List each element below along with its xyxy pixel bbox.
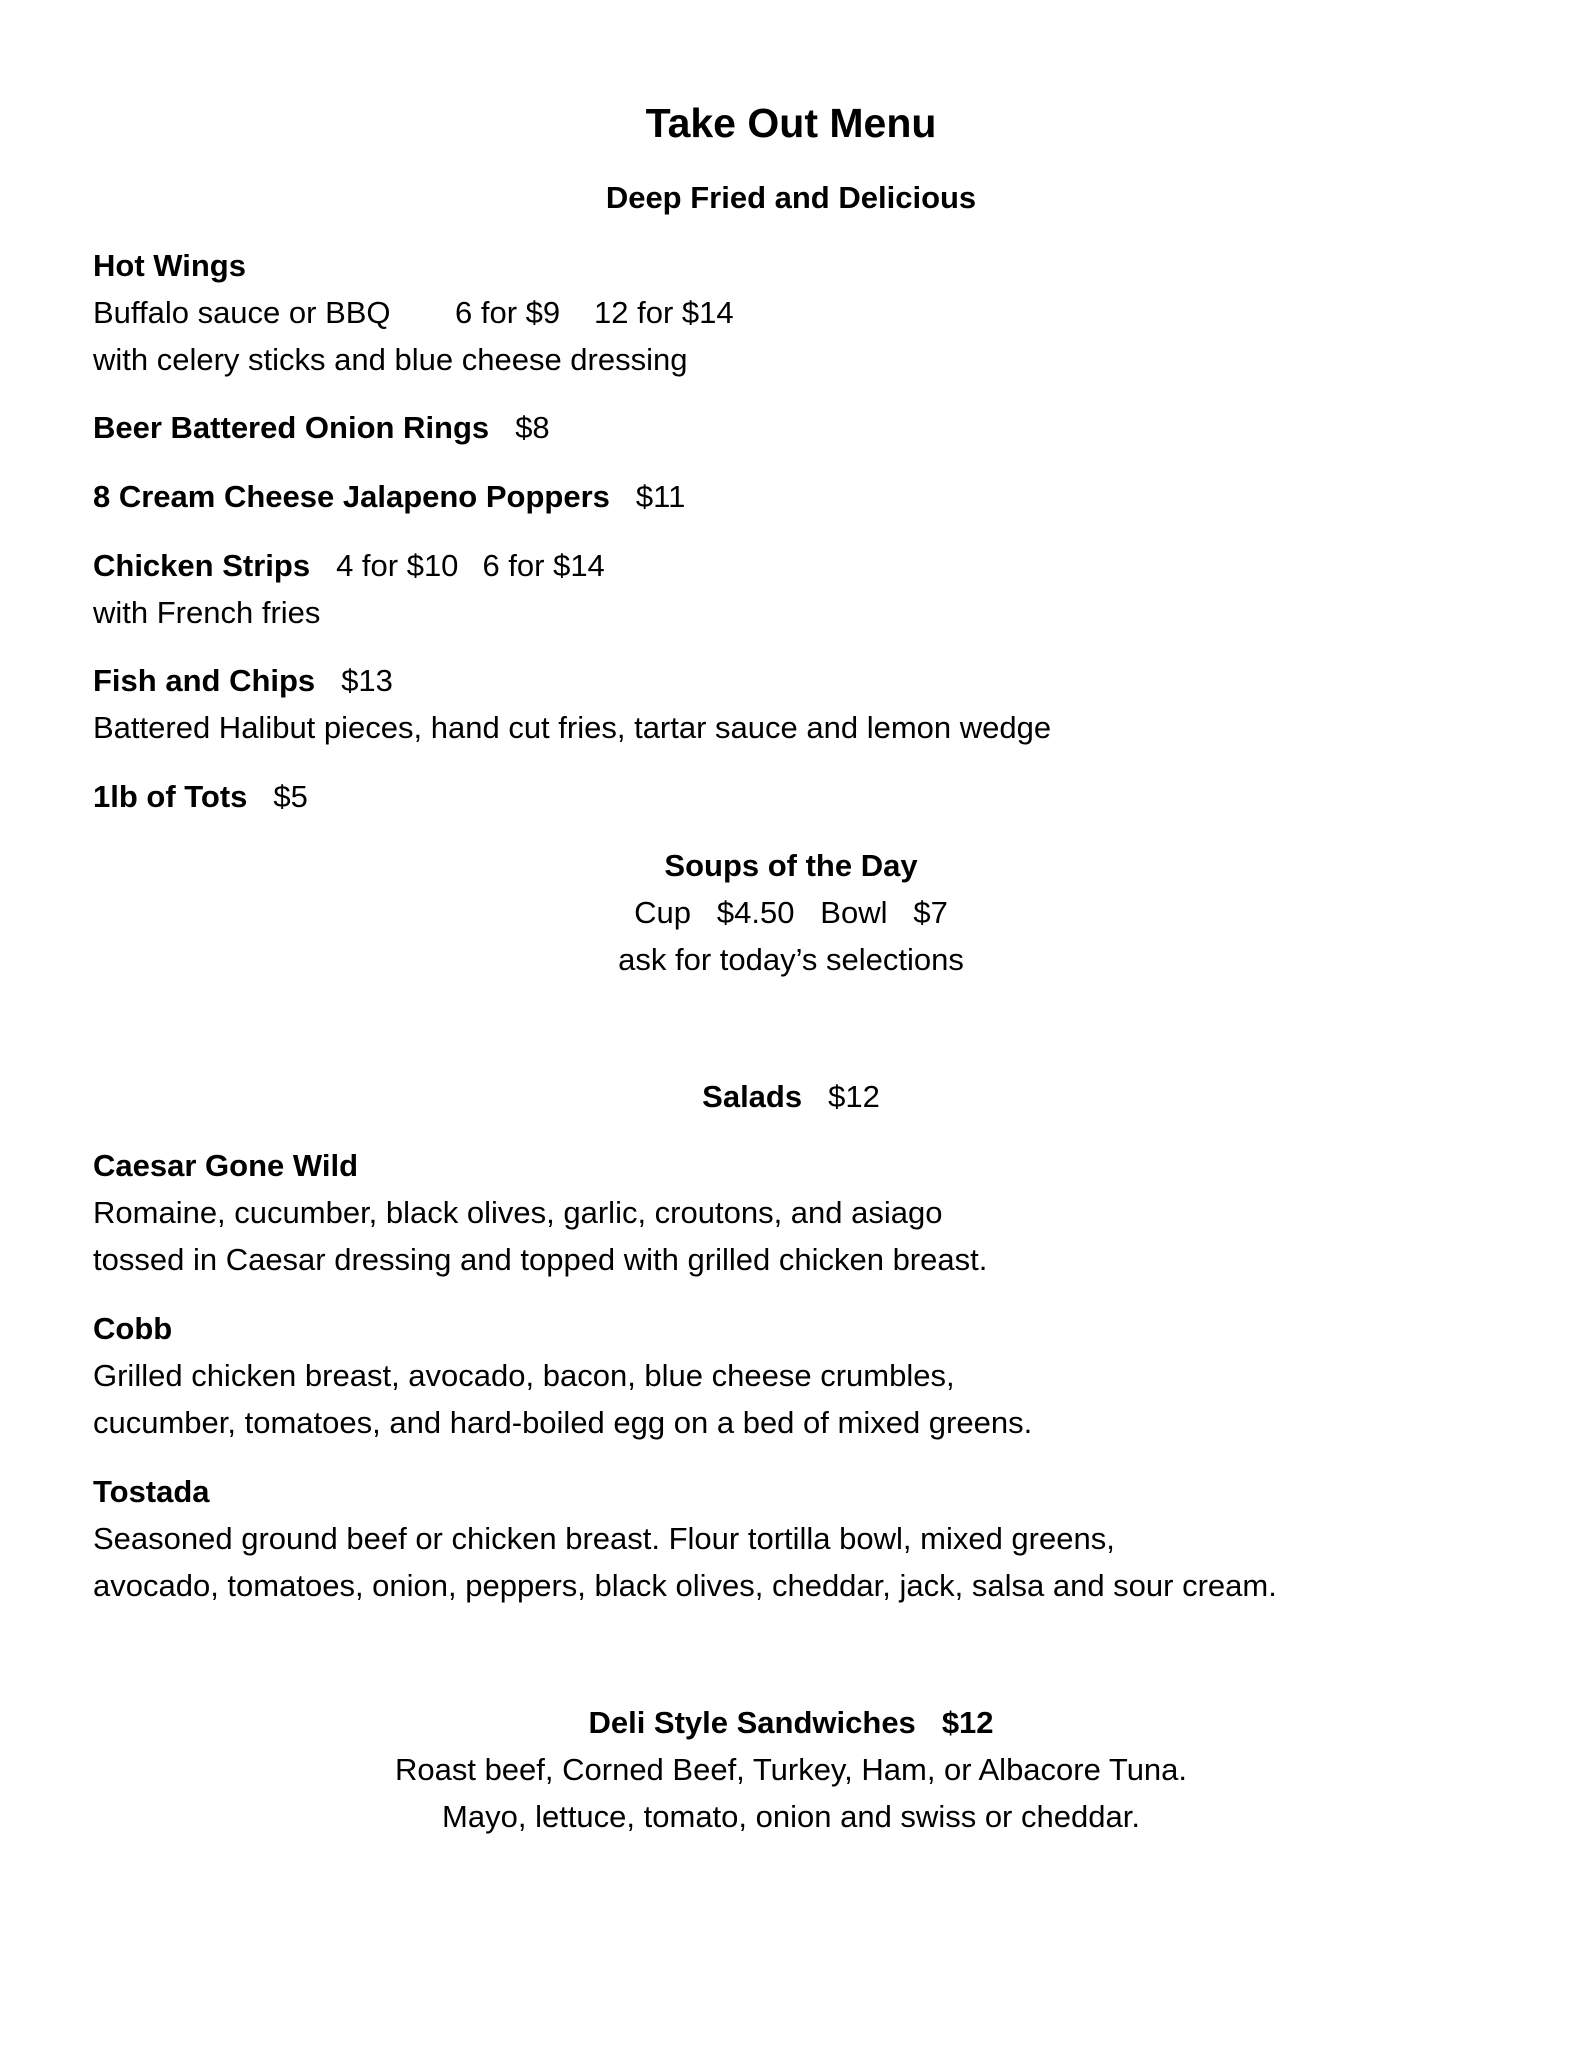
sandwiches-heading: Deli Style Sandwiches: [588, 1705, 916, 1740]
item-desc-tostada-1: Seasoned ground beef or chicken breast. Flour tortilla bowl, mixed greens,: [93, 1521, 1115, 1556]
soups-prices: Cup $4.50 Bowl $7: [634, 895, 948, 930]
sandwiches-desc-2: Mayo, lettuce, tomato, onion and swiss or cheddar.: [442, 1799, 1140, 1834]
item-tots: [93, 777, 308, 817]
item-note-hot-wings: with celery sticks and blue cheese dressing: [93, 342, 688, 377]
item-desc-cobb-2: cucumber, tomatoes, and hard-boiled egg on a bed of mixed greens.: [93, 1405, 1033, 1440]
item-name-poppers: 8 Cream Cheese Jalapeno Poppers: [93, 479, 610, 514]
item-name-cobb: Cobb: [93, 1311, 173, 1346]
item-desc-cobb-1: Grilled chicken breast, avocado, bacon, blue cheese crumbles,: [93, 1358, 955, 1393]
section-heading-deep-fried: Deep Fried and Delicious: [605, 180, 977, 215]
item-options-hot-wings: Buffalo sauce or BBQ: [93, 295, 391, 330]
item-name-fish-chips: Fish and Chips: [93, 663, 316, 698]
item-price-tots: $5: [273, 779, 308, 814]
item-onion-rings: [93, 408, 550, 448]
item-price-onion-rings: $8: [515, 410, 550, 445]
section-heading-soups: Soups of the Day: [664, 848, 918, 883]
item-fish-chips: [93, 661, 393, 701]
item-name-tostada: Tostada: [93, 1474, 210, 1509]
item-name-tots: 1lb of Tots: [93, 779, 248, 814]
salads-heading: Salads: [702, 1079, 803, 1114]
sandwiches-desc-1: Roast beef, Corned Beef, Turkey, Ham, or Albacore Tuna.: [394, 1752, 1188, 1787]
item-name-hot-wings: Hot Wings: [93, 248, 246, 283]
item-price-chicken-strips-4: 4 for $10: [336, 548, 459, 583]
item-price-chicken-strips-6: 6 for $14: [482, 548, 605, 583]
soups-note: ask for today’s selections: [618, 942, 964, 977]
item-note-fish-chips: Battered Halibut pieces, hand cut fries, tartar sauce and lemon wedge: [93, 710, 1052, 745]
item-price-hot-wings-12: 12 for $14: [594, 295, 734, 330]
item-price-hot-wings-6: 6 for $9: [455, 295, 561, 330]
item-price-fish-chips: $13: [341, 663, 393, 698]
section-heading-sandwiches: [0, 1703, 1582, 1743]
item-chicken-strips: [93, 546, 605, 586]
item-name-chicken-strips: Chicken Strips: [93, 548, 311, 583]
item-price-poppers: $11: [635, 479, 686, 514]
section-heading-salads: [0, 1077, 1582, 1117]
page-title: Take Out Menu: [645, 100, 937, 146]
salads-price: $12: [828, 1079, 880, 1114]
item-desc-tostada-2: avocado, tomatoes, onion, peppers, black olives, cheddar, jack, salsa and sour cream.: [93, 1568, 1277, 1603]
item-note-chicken-strips: with French fries: [93, 595, 321, 630]
item-name-caesar: Caesar Gone Wild: [93, 1148, 359, 1183]
item-desc-caesar-2: tossed in Caesar dressing and topped with grilled chicken breast.: [93, 1242, 988, 1277]
item-poppers: [93, 477, 685, 517]
item-desc-caesar-1: Romaine, cucumber, black olives, garlic, croutons, and asiago: [93, 1195, 943, 1230]
item-name-onion-rings: Beer Battered Onion Rings: [93, 410, 490, 445]
sandwiches-price: $12: [941, 1705, 994, 1740]
